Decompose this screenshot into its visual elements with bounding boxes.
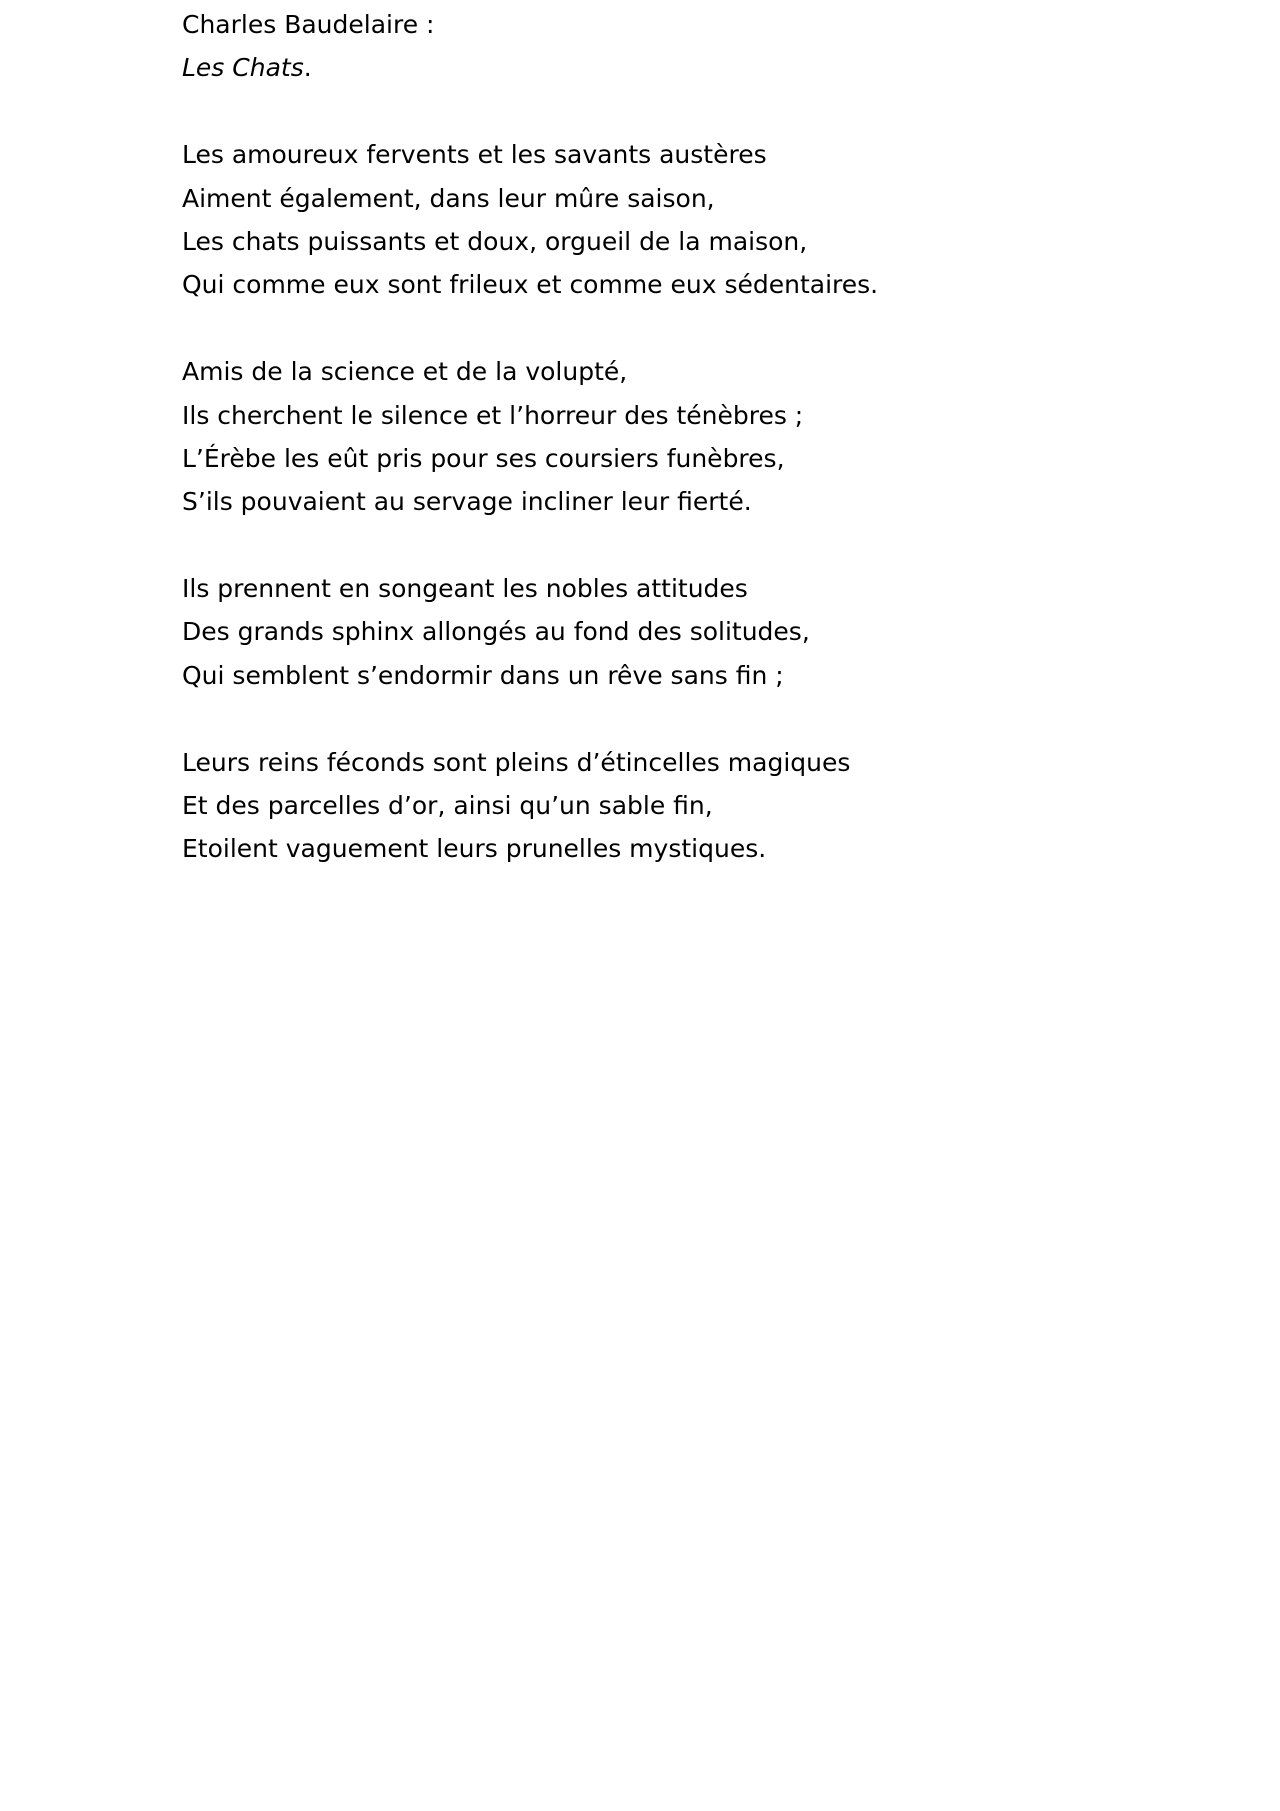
verse-line: Amis de la science et de la volupté, bbox=[182, 357, 628, 387]
verse-line: Aiment également, dans leur mûre saison, bbox=[182, 183, 715, 213]
verse-line: Des grands sphinx allongés au fond des solitudes, bbox=[182, 617, 810, 647]
document-page bbox=[182, 0, 1182, 871]
poem-author: Charles Baudelaire : bbox=[182, 10, 435, 39]
verse-line: Et des parcelles d’or, ainsi qu’un sable fin, bbox=[182, 791, 713, 821]
verse-line: Ils prennent en songeant les nobles attitudes bbox=[182, 574, 748, 604]
poem-title-line bbox=[182, 46, 1182, 89]
verse-line: S’ils pouvaient au servage incliner leur fierté. bbox=[182, 487, 752, 517]
poem-header bbox=[182, 0, 1182, 90]
verse-line: Les chats puissants et doux, orgueil de la maison, bbox=[182, 226, 808, 256]
stanza-3 bbox=[182, 567, 1182, 697]
poem-title: Les Chats bbox=[182, 53, 304, 83]
verse-line: Qui comme eux sont frileux et comme eux sédentaires. bbox=[182, 270, 879, 300]
poem-title-period: . bbox=[303, 53, 312, 83]
stanza-2 bbox=[182, 350, 1182, 524]
stanza-4 bbox=[182, 741, 1182, 871]
stanza-1 bbox=[182, 133, 1182, 307]
verse-line: Qui semblent s’endormir dans un rêve sans fin ; bbox=[182, 660, 784, 690]
verse-line: Leurs reins féconds sont pleins d’étincelles magiques bbox=[182, 747, 851, 777]
verse-line: L’Érèbe les eût pris pour ses coursiers funèbres, bbox=[182, 443, 785, 473]
verse-line: Les amoureux fervents et les savants austères bbox=[182, 140, 767, 170]
verse-line: Ils cherchent le silence et l’horreur des ténèbres ; bbox=[182, 400, 804, 430]
verse-line: Etoilent vaguement leurs prunelles mystiques. bbox=[182, 834, 767, 864]
